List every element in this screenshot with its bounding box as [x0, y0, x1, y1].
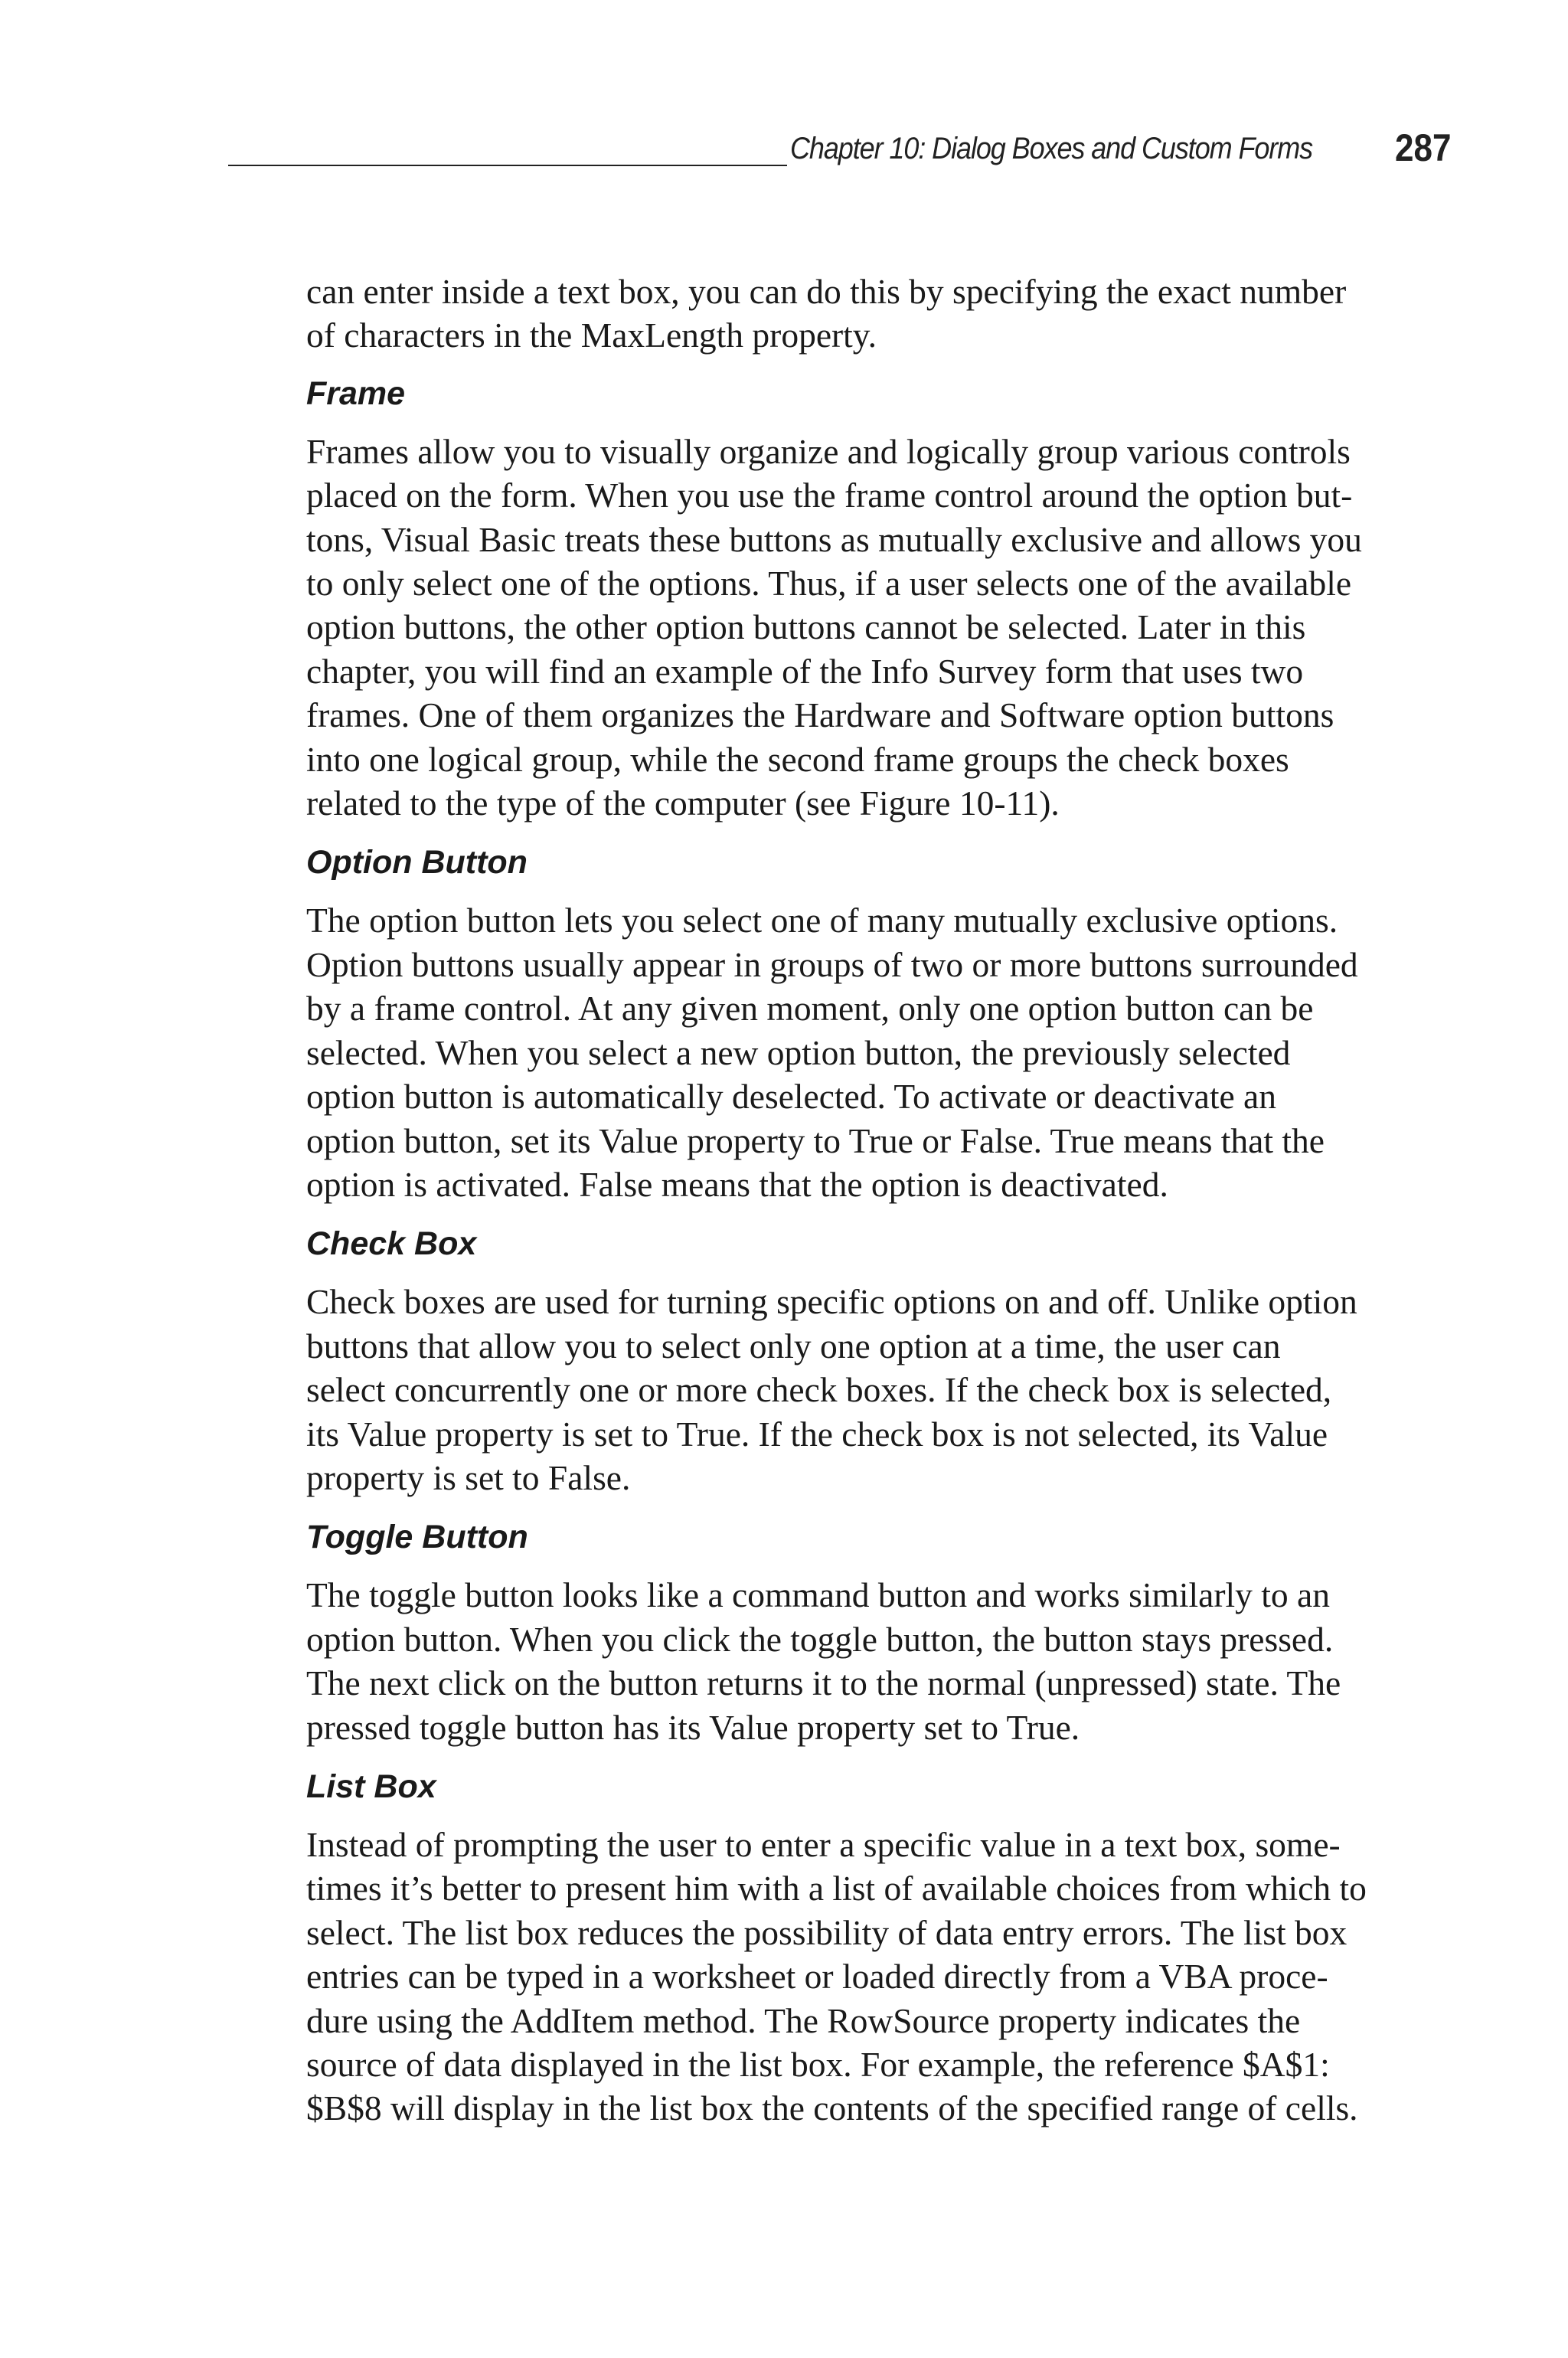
chapter-title: Chapter 10: Dialog Boxes and Custom Forms: [790, 132, 1313, 165]
section-option-button: [306, 843, 1455, 1206]
text-line: by a frame control. At any given moment, only one option button can be: [306, 989, 1314, 1029]
section-list-box: [306, 1768, 1455, 2131]
section-frame: [306, 374, 1455, 826]
page-body: [306, 270, 1455, 2131]
section-paragraph: [306, 1573, 1455, 1749]
page-number: 287: [1395, 126, 1452, 169]
section-paragraph: [306, 430, 1455, 826]
section-paragraph: [306, 1280, 1455, 1500]
text-line: to only select one of the options. Thus, if a user selects one of the available: [306, 564, 1352, 603]
section-heading: List Box: [306, 1768, 436, 1805]
text-line: source of data displayed in the list box. For example, the reference $A$1:: [306, 2045, 1330, 2084]
intro-paragraph: [306, 270, 1455, 358]
text-line: Check boxes are used for turning specific options on and off. Unlike option: [306, 1282, 1357, 1322]
text-line: option button, set its Value property to True or False. True means that the: [306, 1120, 1325, 1160]
section-heading: Check Box: [306, 1225, 477, 1263]
header-rule: [228, 165, 787, 166]
section-paragraph: [306, 1823, 1455, 2131]
text-line: into one logical group, while the second frame groups the check boxes: [306, 739, 1289, 779]
text-line: Frames allow you to visually organize and logically group various controls: [306, 431, 1351, 471]
text-line: The next click on the button returns it to the normal (unpressed) state. The: [306, 1663, 1341, 1703]
text-line: option is activated. False means that the option is deactivated.: [306, 1164, 1168, 1204]
text-line: frames. One of them organizes the Hardware and Software option buttons: [306, 695, 1334, 735]
text-line: chapter, you will find an example of the Info Survey form that uses two: [306, 651, 1304, 691]
text-line: Instead of prompting the user to enter a specific value in a text box, some-: [306, 1824, 1341, 1864]
text-line: Option buttons usually appear in groups of two or more buttons surrounded: [306, 944, 1358, 984]
text-line: option button is automatically deselected. To activate or deactivate an: [306, 1077, 1277, 1117]
text-line: tons, Visual Basic treats these buttons as mutually exclusive and allows you: [306, 519, 1362, 559]
text-line: buttons that allow you to select only one option at a time, the user can: [306, 1326, 1281, 1365]
text-line: entries can be typed in a worksheet or loaded directly from a VBA proce-: [306, 1957, 1328, 1997]
text-line: select. The list box reduces the possibility of data entry errors. The list box: [306, 1912, 1348, 1952]
text-line: pressed toggle button has its Value property set to True.: [306, 1707, 1080, 1747]
text-line: placed on the form. When you use the frame control around the option but-: [306, 476, 1353, 515]
section-heading: Frame: [306, 374, 406, 412]
text-line: can enter inside a text box, you can do this by specifying the exact number: [306, 272, 1347, 311]
text-line: $B$8 will display in the list box the contents of the specified range of cells.: [306, 2088, 1358, 2128]
text-line: property is set to False.: [306, 1457, 631, 1497]
text-line: selected. When you select a new option button, the previously selected: [306, 1032, 1291, 1072]
section-toggle-button: [306, 1518, 1455, 1749]
text-line: The toggle button looks like a command button and works similarly to an: [306, 1575, 1330, 1615]
section-heading: Toggle Button: [306, 1519, 528, 1556]
section-heading: Option Button: [306, 844, 528, 881]
text-line: dure using the AddItem method. The RowSource property indicates the: [306, 2000, 1301, 2040]
text-line: option button. When you click the toggle button, the button stays pressed.: [306, 1619, 1334, 1659]
text-line: times it’s better to present him with a list of available choices from which to: [306, 1869, 1367, 1908]
text-line: of characters in the MaxLength property.: [306, 316, 877, 355]
text-line: option buttons, the other option buttons cannot be selected. Later in this: [306, 607, 1306, 647]
text-line: The option button lets you select one of many mutually exclusive options.: [306, 901, 1338, 940]
text-line: its Value property is set to True. If the check box is not selected, its Value: [306, 1414, 1328, 1454]
section-check-box: [306, 1225, 1455, 1500]
text-line: related to the type of the computer (see Figure 10-11).: [306, 783, 1060, 823]
section-paragraph: [306, 898, 1455, 1206]
text-line: select concurrently one or more check boxes. If the check box is selected,: [306, 1370, 1332, 1410]
